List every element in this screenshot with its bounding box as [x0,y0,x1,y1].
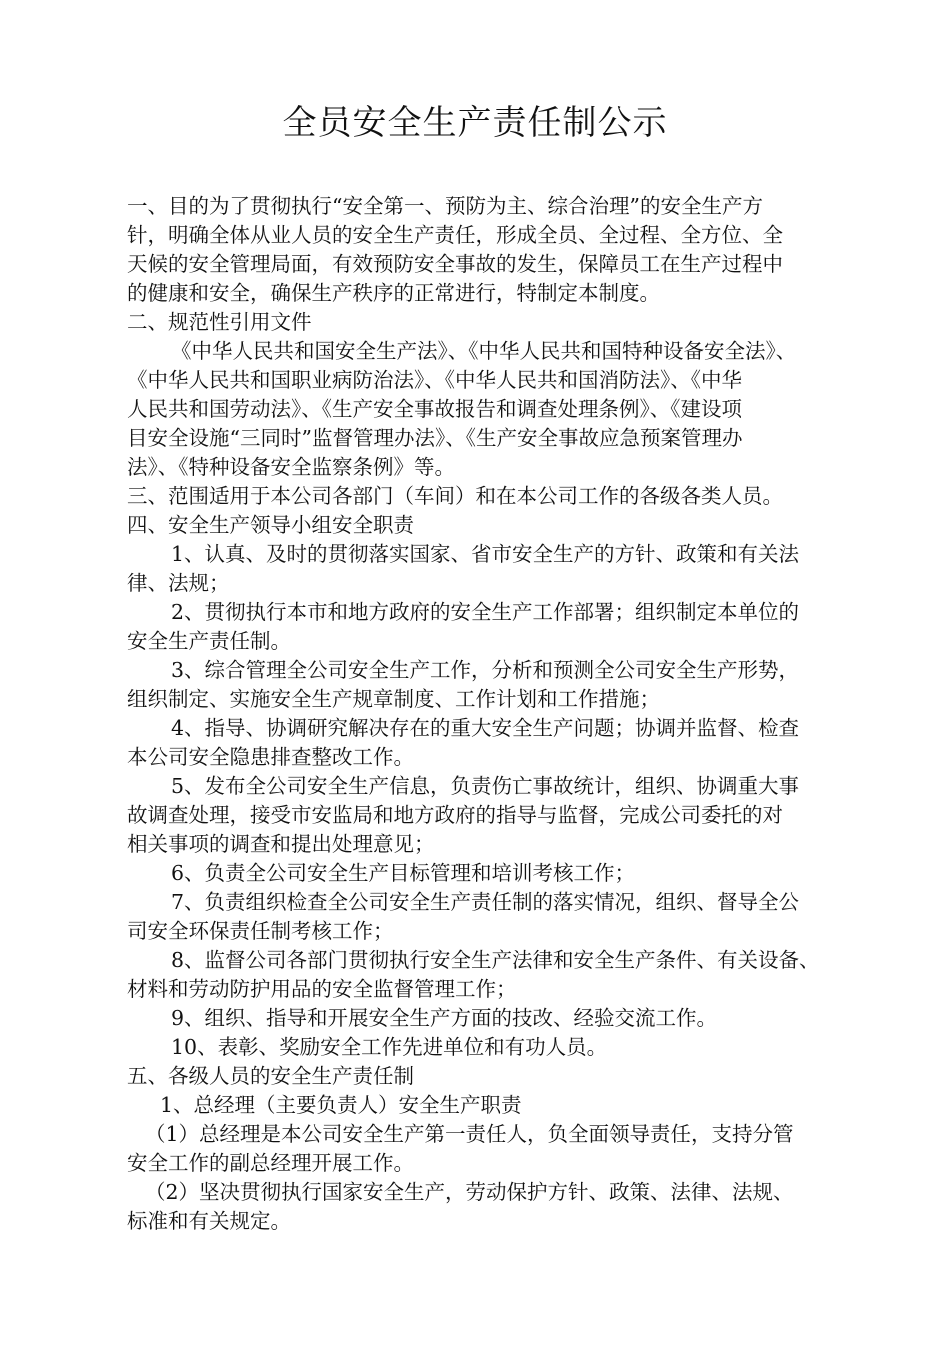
text-line: 1、认真、及时的贯彻落实国家、省市安全生产的方针、政策和有关法 [171,542,800,566]
text-line: 10、表彰、奖励安全工作先进单位和有功人员。 [171,1035,608,1059]
text-line: 标准和有关规定。 [127,1209,291,1233]
text-line: （1）总经理是本公司安全生产第一责任人，负全面领导责任，支持分管 [145,1122,794,1146]
text-line: 8、监督公司各部门贯彻执行安全生产法律和安全生产条件、有关设备、 [171,948,820,972]
text-line: 材料和劳动防护用品的安全监督管理工作； [127,977,517,1001]
text-line: 针，明确全体从业人员的安全生产责任，形成全员、全过程、全方位、全 [127,223,783,247]
document-body [127,192,867,1236]
text-line: 四、安全生产领导小组安全职责 [127,513,414,537]
text-line: 6、负责全公司安全生产目标管理和培训考核工作； [171,861,636,885]
text-line: 律、法规； [127,571,230,595]
text-line: 天候的安全管理局面，有效预防安全事故的发生，保障员工在生产过程中 [127,252,783,276]
text-line: 4、指导、协调研究解决存在的重大安全生产问题；协调并监督、检查 [171,716,800,740]
text-line: 7、负责组织检查全公司安全生产责任制的落实情况，组织、督导全公 [171,890,800,914]
text-line: 的健康和安全，确保生产秩序的正常进行，特制定本制度。 [127,281,660,305]
text-line: （2）坚决贯彻执行国家安全生产，劳动保护方针、政策、法律、法规、 [145,1180,794,1204]
text-line: 5、发布全公司安全生产信息，负责伤亡事故统计，组织、协调重大事 [171,774,800,798]
text-line: 1、总经理（主要负责人）安全生产职责 [160,1093,522,1117]
text-line: 相关事项的调查和提出处理意见； [127,832,435,856]
text-line: 3、综合管理全公司安全生产工作，分析和预测全公司安全生产形势， [171,658,800,682]
text-line: 2、贯彻执行本市和地方政府的安全生产工作部署；组织制定本单位的 [171,600,800,624]
text-line: 目安全设施“三同时”监督管理办法》、《生产安全事故应急预案管理办 [127,426,743,450]
text-line: 组织制定、实施安全生产规章制度、工作计划和工作措施； [127,687,660,711]
text-line: 一、目的为了贯彻执行“安全第一、预防为主、综合治理”的安全生产方 [127,194,763,218]
text-line: 司安全环保责任制考核工作； [127,919,394,943]
text-line: 本公司安全隐患排查整改工作。 [127,745,414,769]
text-line: 故调查处理，接受市安监局和地方政府的指导与监督，完成公司委托的对 [127,803,783,827]
text-line: 《中华人民共和国安全生产法》、《中华人民共和国特种设备安全法》、 [171,339,797,363]
text-line: 《中华人民共和国职业病防治法》、《中华人民共和国消防法》、《中华 [127,368,742,392]
text-line: 人民共和国劳动法》、《生产安全事故报告和调查处理条例》、《建设项 [127,397,742,421]
text-line: 三、范围适用于本公司各部门（车间）和在本公司工作的各级各类人员。 [127,484,783,508]
text-line: 安全工作的副总经理开展工作。 [127,1151,414,1175]
text-line: 9、组织、指导和开展安全生产方面的技改、经验交流工作。 [171,1006,718,1030]
text-line: 五、各级人员的安全生产责任制 [127,1064,414,1088]
document-title: 全员安全生产责任制公示 [282,103,668,143]
text-line: 法》、《特种设备安全监察条例》等。 [127,455,455,479]
text-line: 二、规范性引用文件 [127,310,312,334]
text-line: 安全生产责任制。 [127,629,291,653]
